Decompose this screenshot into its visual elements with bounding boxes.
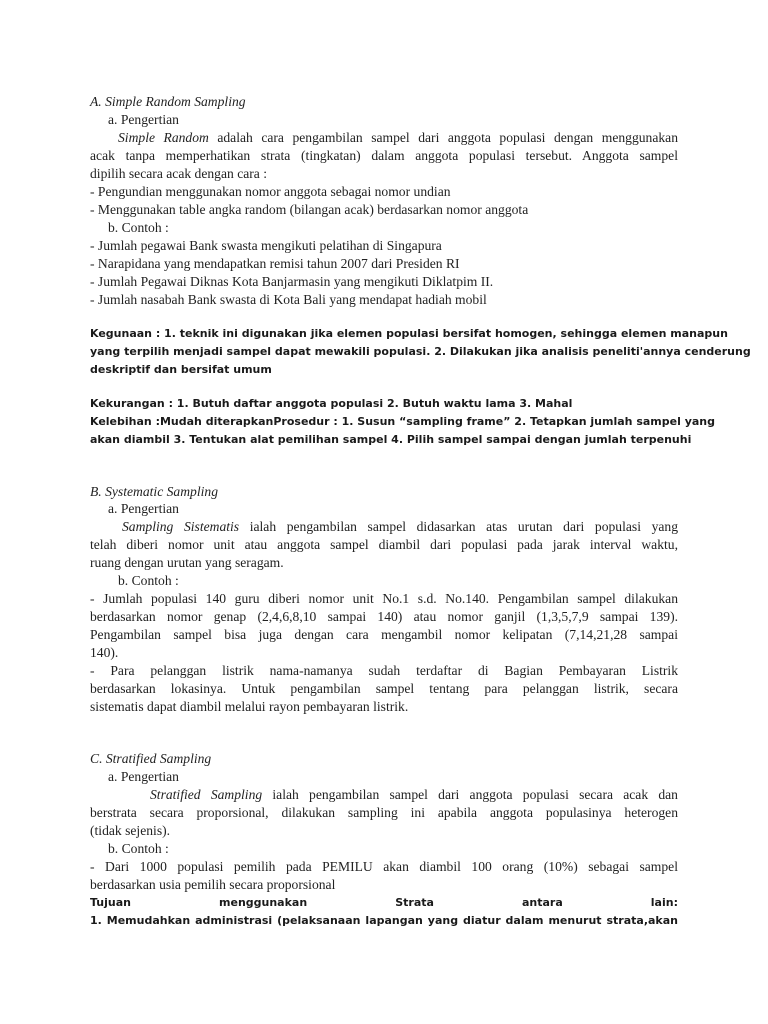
section-a-definition-text: adalah cara pengambilan sampel dari anggota populasi dengan menggunakan <box>208 130 678 145</box>
section-c-contoh-label: b. Contoh : <box>108 841 169 856</box>
kegunaan-line: yang terpilih menjadi sampel dapat mewakili populasi. 2. Dilakukan jika analisis peneliti'annya cenderung <box>90 345 751 358</box>
section-a-example: - Narapidana yang mendapatkan remisi tahun 2007 dari Presiden RI <box>90 256 460 271</box>
section-a-example: - Jumlah pegawai Bank swasta mengikuti pelatihan di Singapura <box>90 238 442 253</box>
section-a-pengertian-label: a. Pengertian <box>108 112 179 127</box>
section-a-example: - Jumlah nasabah Bank swasta di Kota Bali yang mendapat hadiah mobil <box>90 292 487 307</box>
section-c-heading: C. Stratified Sampling <box>90 751 212 766</box>
section-a-method: - Pengundian menggunakan nomor anggota sebagai nomor undian <box>90 184 451 199</box>
section-b-definition-text: ialah pengambilan sampel didasarkan atas urutan dari populasi yang <box>239 519 678 534</box>
kelebihan-line: akan diambil 3. Tentukan alat pemilihan sampel 4. Pilih sampel sampai dengan jumlah terpenuhi <box>90 433 692 446</box>
section-a-method: - Menggunakan table angka random (bilangan acak) berdasarkan nomor anggota <box>90 202 529 217</box>
section-a-definition-line-1 <box>118 129 678 147</box>
kegunaan-line: Kegunaan : 1. teknik ini digunakan jika elemen populasi bersifat homogen, sehingga elemen manapun <box>90 327 728 340</box>
kekurangan-line: Kekurangan : 1. Butuh daftar anggota populasi 2. Butuh waktu lama 3. Mahal <box>90 397 573 410</box>
section-a-example: - Jumlah Pegawai Diknas Kota Banjarmasin yang mengikuti Diklatpim II. <box>90 274 494 289</box>
section-a-term: Simple Random <box>118 130 209 145</box>
section-b-heading: B. Systematic Sampling <box>90 484 218 499</box>
section-c-example-line: - Dari 1000 populasi pemilih pada PEMILU akan diambil 100 orang (10%) sebagai sampel <box>90 859 678 874</box>
tujuan-point-1: 1. Memudahkan administrasi (pelaksanaan lapangan yang diatur dalam menurut strata,akan <box>90 914 678 927</box>
section-b-example-1-line: - Jumlah populasi 140 guru diberi nomor unit No.1 s.d. No.140. Pengambilan sampel dilakukan <box>90 591 678 606</box>
section-b-contoh-label: b. Contoh : <box>118 573 179 588</box>
section-a-heading: A. Simple Random Sampling <box>90 94 246 109</box>
section-c-definition-text: ialah pengambilan sampel dari anggota populasi secara acak dan <box>262 787 678 802</box>
section-b-definition-line-1 <box>122 518 678 536</box>
section-b-term: Sampling Sistematis <box>122 519 240 534</box>
section-c-definition-line-1 <box>150 786 678 804</box>
section-b-example-1-line: berdasarkan nomor genap (2,4,6,8,10 sampai 140) atau nomor ganjil (1,3,5,7,9 sampai 139). <box>90 609 678 624</box>
section-b-pengertian-label: a. Pengertian <box>108 501 179 516</box>
section-b-example-1-line: Pengambilan sampel bisa juga dengan cara mengambil nomor kelipatan (7,14,21,28 sampai <box>90 627 678 642</box>
section-a-contoh-label: b. Contoh : <box>108 220 169 235</box>
section-b-example-2-line: - Para pelanggan listrik nama-namanya sudah terdaftar di Bagian Pembayaran Listrik <box>90 663 678 678</box>
section-c-pengertian-label: a. Pengertian <box>108 769 179 784</box>
section-a-definition-line-3: dipilih secara acak dengan cara : <box>90 166 267 181</box>
section-c-definition-line-2: berstrata secara proporsional, dilakukan sampling ini apabila anggota populasinya heterogen <box>90 805 678 820</box>
tujuan-line: Tujuan menggunakan Strata antara lain: <box>90 896 678 909</box>
section-c-term: Stratified Sampling <box>150 787 263 802</box>
section-c-example-line: berdasarkan usia pemilih secara proporsional <box>90 877 336 892</box>
section-b-example-2-line: berdasarkan lokasinya. Untuk pengambilan sampel tentang para pelanggan listrik, secara <box>90 681 678 696</box>
section-b-definition-line-2: telah diberi nomor unit atau anggota sampel diambil dari populasi pada jarak interval waktu, <box>90 537 678 552</box>
kegunaan-line: deskriptif dan bersifat umum <box>90 363 272 376</box>
kelebihan-line: Kelebihan :Mudah diterapkanProsedur : 1. Susun “sampling frame” 2. Tetapkan jumlah sampel yang <box>90 415 715 428</box>
section-a-definition-line-2: acak tanpa memperhatikan strata (tingkatan) dalam anggota populasi tersebut. Anggota sampel <box>90 148 678 163</box>
section-c-definition-line-3: (tidak sejenis). <box>90 823 171 838</box>
section-b-definition-line-3: ruang dengan urutan yang seragam. <box>90 555 284 570</box>
section-b-example-1-line: 140). <box>90 645 119 660</box>
section-b-example-2-line: sistematis dapat diambil melalui rayon pembayaran listrik. <box>90 699 409 714</box>
